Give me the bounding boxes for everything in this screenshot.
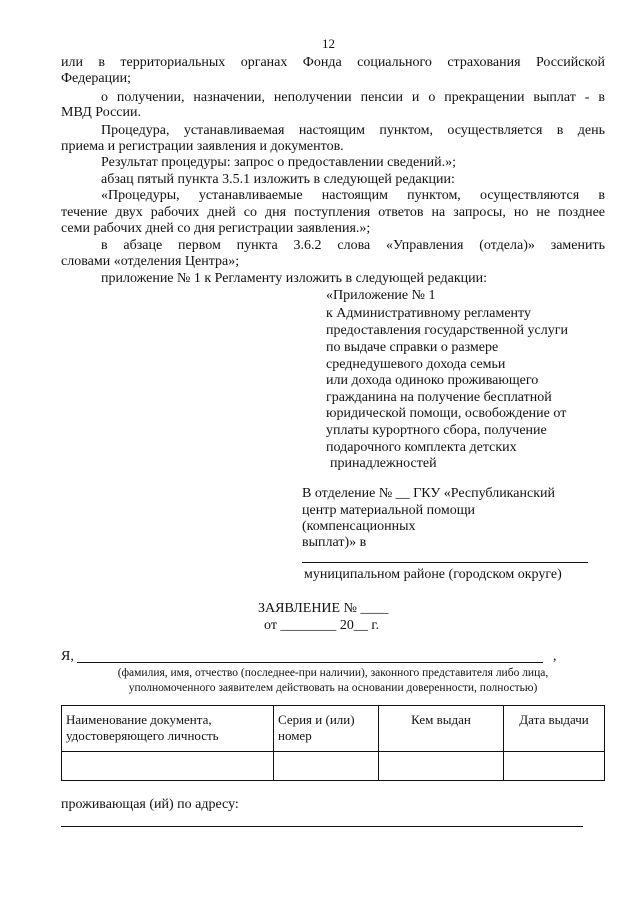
header-text: Серия и (или) <box>278 712 355 727</box>
appendix-line: принадлежностей <box>330 456 437 471</box>
body-line: абзац пятый пункта 3.5.1 изложить в следующей редакции: <box>101 172 455 187</box>
body-line: словами «отделения Центра»; <box>61 254 240 269</box>
addressee-line: В отделение № __ ГКУ «Республиканский <box>302 486 555 501</box>
body-line: течение двух рабочих дней со дня поступления ответов на запросы, но не позднее <box>61 205 605 220</box>
addressee-line: центр материальной помощи <box>302 503 475 518</box>
table-header-cell <box>379 706 504 752</box>
body-line: приложение № 1 к Регламенту изложить в следующей редакции: <box>101 271 487 286</box>
body-line: МВД России. <box>61 105 142 120</box>
appendix-line: или дохода одиноко проживающего <box>326 373 539 388</box>
id-doc-issuer-cell[interactable] <box>379 752 504 781</box>
appendix-line: юридической помощи, освобождение от <box>326 406 567 421</box>
addressee-line: выплат)» в <box>302 535 367 550</box>
appendix-line: «Приложение № 1 <box>326 288 436 303</box>
table-header-cell <box>62 706 274 752</box>
table-header-cell <box>274 706 379 752</box>
header-text: Дата выдачи <box>519 712 589 727</box>
body-line: Федерации; <box>61 71 132 86</box>
body-line: семи рабочих дней со дня регистрации заявления.»; <box>61 221 371 236</box>
id-doc-name-cell[interactable] <box>62 752 274 781</box>
header-text: Кем выдан <box>411 712 471 727</box>
id-doc-date-cell[interactable] <box>504 752 605 781</box>
appendix-line: предоставления государственной услуги <box>326 323 568 338</box>
addressee-line: (компенсационных <box>302 519 416 534</box>
municipality-field[interactable] <box>302 562 588 563</box>
id-doc-number-cell[interactable] <box>274 752 379 781</box>
body-line: Процедура, устанавливаемая настоящим пунктом, осуществляется в день <box>101 123 605 138</box>
body-line: Результат процедуры: запрос о предоставлении сведений.»; <box>101 155 457 170</box>
body-line: приема и регистрации заявления и документов. <box>61 139 344 154</box>
appendix-line: среднедушевого дохода семьи <box>326 357 506 372</box>
body-line: или в территориальных органах Фонда социального страхования Российской <box>61 55 605 70</box>
applicant-prefix: Я, <box>61 649 74 664</box>
header-text: Наименование документа, <box>66 712 212 727</box>
address-field[interactable] <box>61 826 583 827</box>
body-line: «Процедуры, устанавливаемые настоящим пунктом, осуществляются в <box>101 188 605 203</box>
body-line: в абзаце первом пункта 3.6.2 слова «Управления (отдела)» заменить <box>101 238 605 253</box>
applicant-comma: , <box>553 649 557 664</box>
form-title: ЗАЯВЛЕНИЕ № ____ <box>258 601 389 616</box>
table-header-row <box>62 706 605 752</box>
page-number: 12 <box>322 36 335 51</box>
applicant-hint: (фамилия, имя, отчество (последнее-при наличии), законного представителя либо лица, <box>117 667 549 679</box>
header-text: удостоверяющего личность <box>66 728 219 743</box>
appendix-line: к Административному регламенту <box>326 306 531 321</box>
appendix-line: по выдаче справки о размере <box>326 340 499 355</box>
table-row <box>62 752 605 781</box>
appendix-line: подарочного комплекта детских <box>326 440 517 455</box>
id-document-table <box>61 705 605 781</box>
municipality-caption: муниципальном районе (городском округе) <box>304 567 562 582</box>
body-line: о получении, назначении, неполучении пенсии и о прекращении выплат - в <box>101 90 605 105</box>
appendix-line: уплаты курортного сбора, получение <box>326 423 547 438</box>
address-label: проживающая (ий) по адресу: <box>61 797 239 812</box>
table-header-cell <box>504 706 605 752</box>
form-date-line: от ________ 20__ г. <box>264 618 380 633</box>
applicant-name-field[interactable] <box>77 662 543 663</box>
applicant-hint: уполномоченного заявителем действовать на основании доверенности, полностью) <box>128 682 538 694</box>
header-text: номер <box>278 728 312 743</box>
appendix-line: гражданина на получение бесплатной <box>326 390 552 405</box>
